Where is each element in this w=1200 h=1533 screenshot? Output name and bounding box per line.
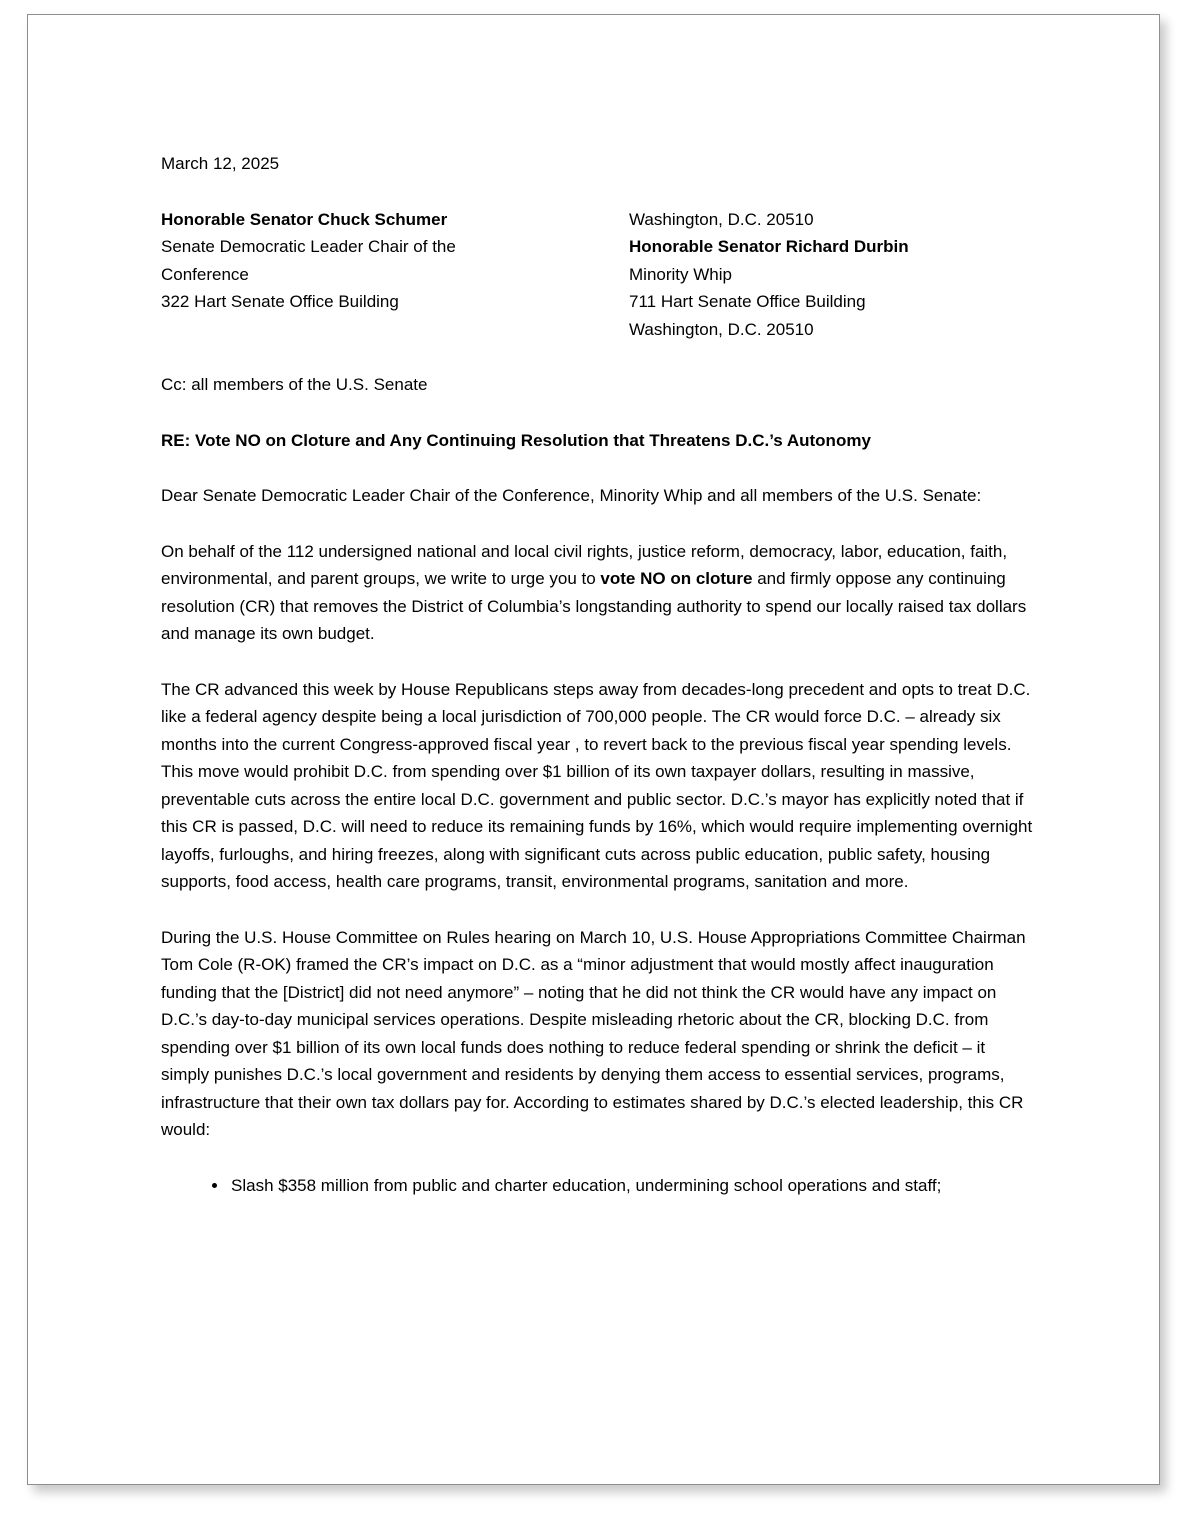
- address-line: Washington, D.C. 20510: [629, 319, 814, 339]
- address-line: 711 Hart Senate Office Building: [629, 292, 866, 311]
- address-line: Minority Whip: [629, 264, 732, 284]
- body-paragraph: [161, 924, 1033, 1144]
- address-line: Honorable Senator Chuck Schumer: [161, 209, 448, 229]
- salutation: Dear Senate Democratic Leader Chair of the Conference, Minority Whip and all members of the U.S. Senate:: [161, 486, 982, 505]
- body-paragraph: [161, 676, 1033, 896]
- letter-date: March 12, 2025: [161, 154, 280, 173]
- address-line: Conference: [161, 264, 249, 284]
- subject-line: RE: Vote NO on Cloture and Any Continuing Resolution that Threatens D.C.’s Autonomy: [161, 430, 871, 450]
- letter-page: [27, 14, 1160, 1485]
- body-paragraphs: [161, 538, 1033, 1144]
- body-paragraph: [161, 538, 1033, 648]
- text-segment: On behalf of the 112 undersigned national and local civil rights, justice reform, democracy, labor, education, faith, environmental, and parent groups, we write to urge you to: [161, 541, 1008, 588]
- address-line: Senate Democratic Leader Chair of the: [161, 237, 456, 256]
- text-segment: and firmly oppose any continuing resolution (CR) that removes the District of Columbia’s longstanding authority to spend our locally raised tax dollars and manage its own budget.: [161, 569, 1027, 643]
- list-item: • Slash $358 million from public and charter education, undermining school operations and staff;: [229, 1172, 1033, 1200]
- letter-content: [161, 150, 1033, 1199]
- recipient-right-column: [629, 206, 1033, 344]
- recipient-left-column: [161, 206, 629, 344]
- address-line: Honorable Senator Richard Durbin: [629, 237, 909, 256]
- text-segment: During the U.S. House Committee on Rules hearing on March 10, U.S. House Appropriations Committee Chairman Tom Cole (R-OK) framed the CR’s impact on D.C. as a “minor adjustment that would mostly affect inauguration funding that the [District] did not need anymore” – noting that he did not think the CR would have any impact on D.C.’s day-to-day municipal services operations. Despite misleading rhetoric about the CR, blocking D.C. from spending over $1 billion of its own local funds does nothing to reduce federal spending or shrink the deficit – it simply punishes D.C.’s local government and residents by denying them access to essential services, programs, infrastructure that their own tax dollars pay for. According to estimates shared by D.C.’s elected leadership, this CR would:: [161, 927, 1026, 1139]
- recipient-address-block: [161, 206, 1033, 344]
- bullet-list: [161, 1172, 1033, 1200]
- address-line: Washington, D.C. 20510: [629, 209, 814, 229]
- cc-line: Cc: all members of the U.S. Senate: [161, 375, 428, 394]
- text-segment: The CR advanced this week by House Republicans steps away from decades-long precedent and opts to treat D.C. like a federal agency despite being a local jurisdiction of 700,000 people. The CR would force D.C. – already six months into the current Congress-approved fiscal year , to revert back to the previous fiscal year spending levels. This move would prohibit D.C. from spending over $1 billion of its own taxpayer dollars, resulting in massive, preventable cuts across the entire local D.C. government and public sector. D.C.’s mayor has explicitly noted that if this CR is passed, D.C. will need to reduce its remaining funds by 16%, which would require implementing overnight layoffs, furloughs, and hiring freezes, along with significant cuts across public education, public safety, housing supports, food access, health care programs, transit, environmental programs, sanitation and more.: [161, 679, 1033, 891]
- address-line: 322 Hart Senate Office Building: [161, 292, 399, 311]
- bold-text-segment: vote NO on cloture: [600, 569, 753, 588]
